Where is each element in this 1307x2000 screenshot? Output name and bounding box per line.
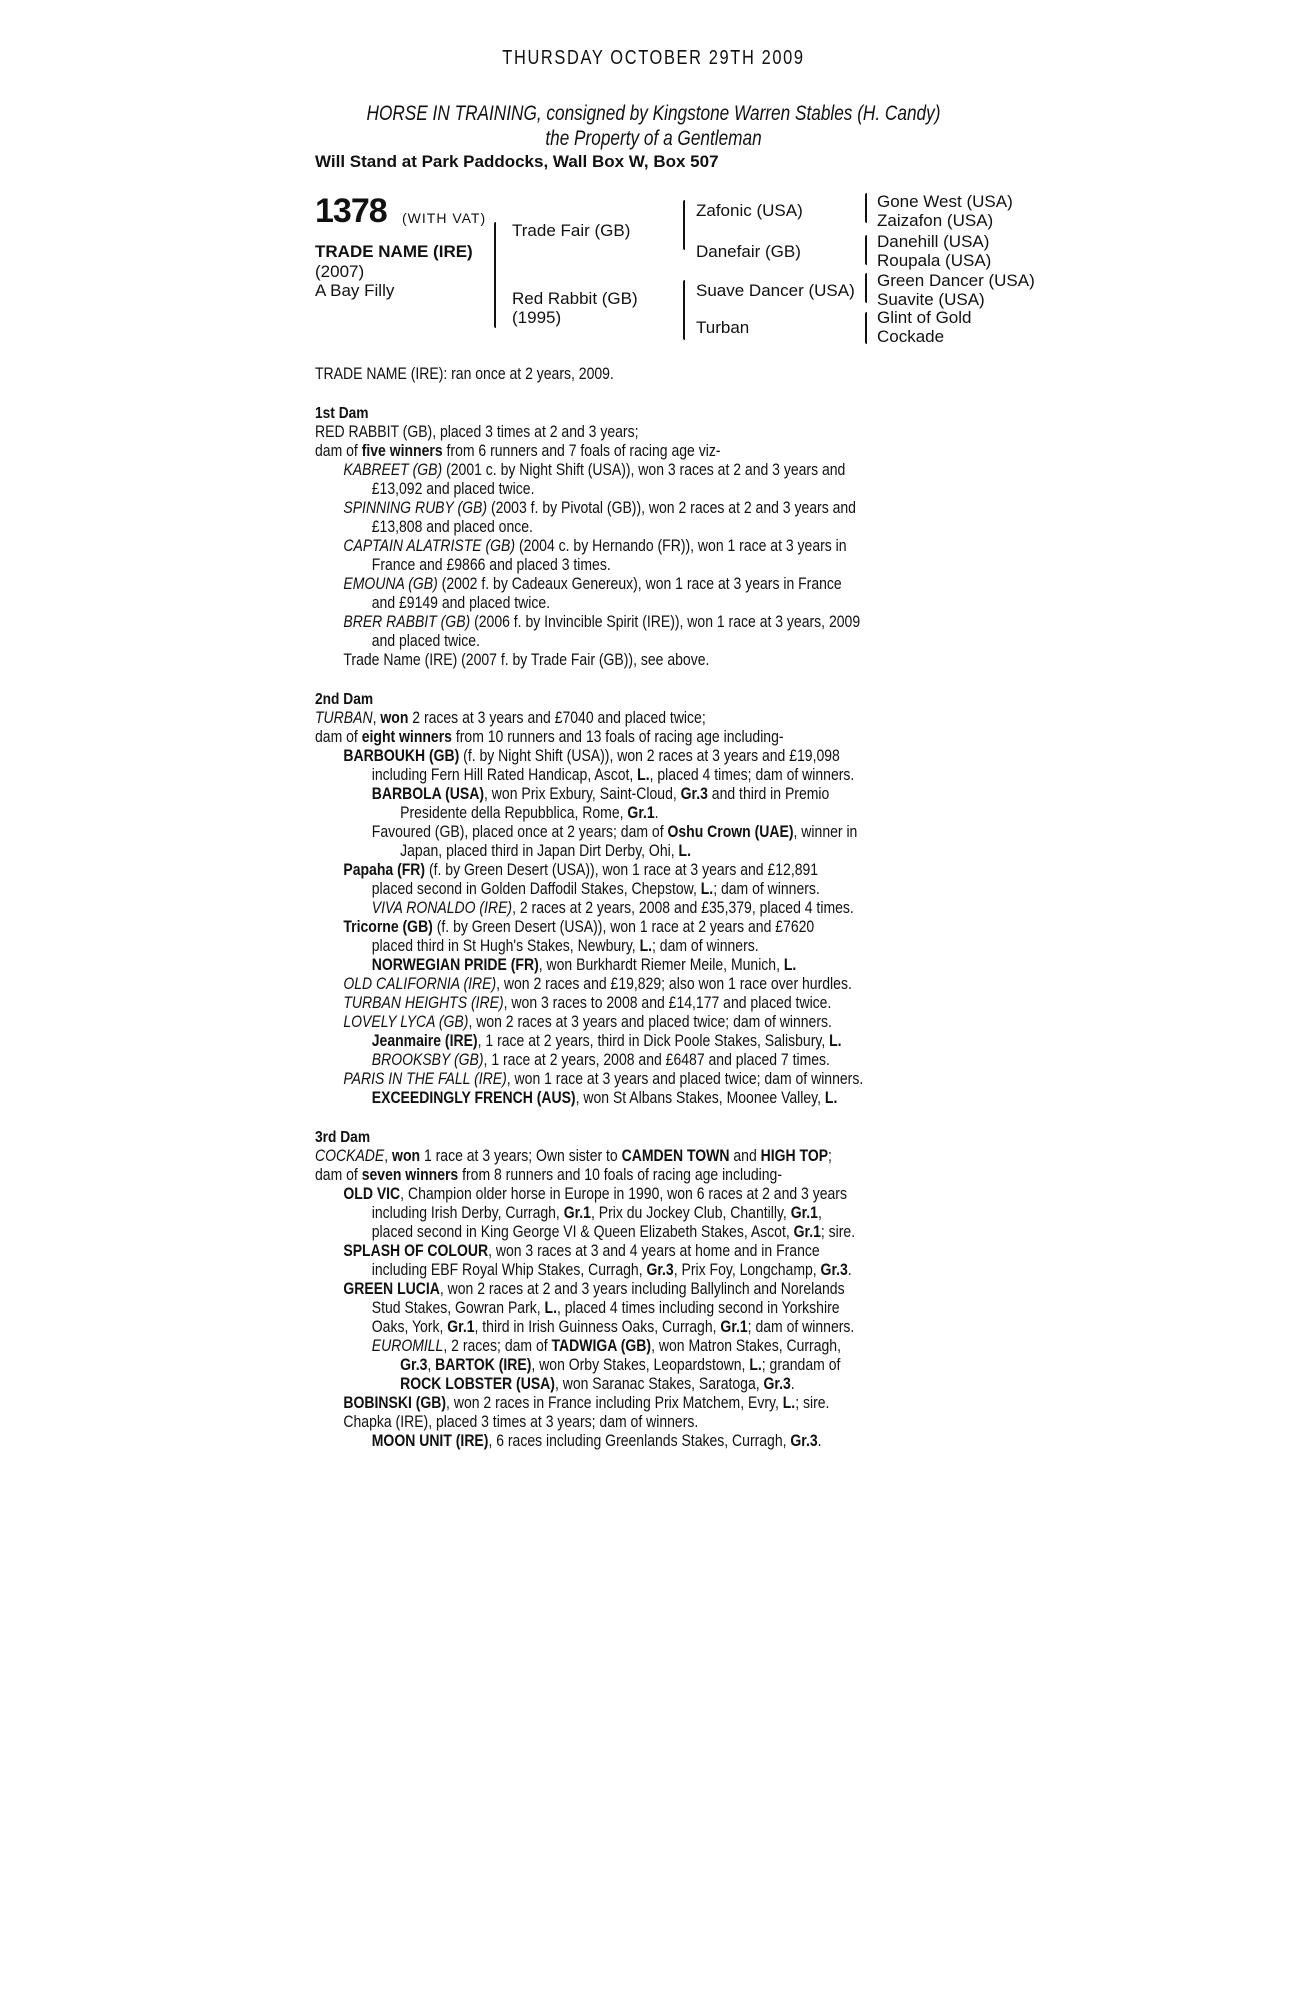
vat-note: (WITH VAT) [402,210,487,226]
produce-entry: EXCEEDINGLY FRENCH (AUS), won St Albans Stakes, Moonee Valley, L. [371,1089,838,1107]
produce-entry: placed second in King George VI & Queen Elizabeth Stakes, Ascot, Gr.1; sire. [371,1223,856,1241]
produce-entry: BROOKSBY (GB), 1 race at 2 years, 2008 and £6487 and placed 7 times. [371,1051,830,1069]
horse-year: (2007) [315,262,365,281]
produce-entry: placed third in St Hugh's Stakes, Newbury, L.; dam of winners. [371,937,759,955]
produce-entry: MOON UNIT (IRE), 6 races including Greenlands Stakes, Curragh, Gr.3. [371,1432,822,1450]
produce-entry: BRER RABBIT (GB) (2006 f. by Invincible Spirit (IRE)), won 1 race at 3 years, 2009 [343,613,861,631]
pedigree-brace [865,312,867,344]
produce-entry: GREEN LUCIA, won 2 races at 2 and 3 years including Ballylinch and Norelands [343,1280,845,1298]
third-dam-line: COCKADE, won 1 race at 3 years; Own sister to CAMDEN TOWN and HIGH TOP; [315,1147,832,1165]
first-dam-line: dam of five winners from 6 runners and 7 foals of racing age viz- [315,442,721,460]
race-summary: TRADE NAME (IRE): ran once at 2 years, 2009. [315,365,614,383]
second-dam-line: TURBAN, won 2 races at 3 years and £7040 and placed twice; [315,709,706,727]
horse-description: A Bay Filly [315,281,395,300]
third-dam-line: dam of seven winners from 8 runners and 10 foals of racing age including- [315,1166,783,1184]
property-heading: the Property of a Gentleman [545,127,762,150]
produce-entry: OLD CALIFORNIA (IRE), won 2 races and £19,829; also won 1 race over hurdles. [343,975,852,993]
lot-number: 1378 [315,192,387,230]
produce-entry: CAPTAIN ALATRISTE (GB) (2004 c. by Hernando (FR)), won 1 race at 3 years in [343,537,847,555]
produce-entry: EMOUNA (GB) (2002 f. by Cadeaux Genereux), won 1 race at 3 years in France [343,575,842,593]
produce-entry: including Irish Derby, Curragh, Gr.1, Prix du Jockey Club, Chantilly, Gr.1, [371,1204,822,1222]
second-dam-title: 2nd Dam [315,691,374,708]
pedigree-brace [494,222,496,328]
produce-entry: VIVA RONALDO (IRE), 2 races at 2 years, 2008 and £35,379, placed 4 times. [371,899,854,917]
produce-entry: Favoured (GB), placed once at 2 years; dam of Oshu Crown (UAE), winner in [371,823,858,841]
produce-entry: and £9149 and placed twice. [371,594,551,612]
pedigree-brace [683,280,685,340]
produce-entry: BOBINSKI (GB), won 2 races in France including Prix Matchem, Evry, L.; sire. [343,1394,830,1412]
produce-entry: EUROMILL, 2 races; dam of TADWIGA (GB), won Matron Stakes, Curragh, [371,1337,841,1355]
pedigree-dam: Red Rabbit (GB) [512,289,638,308]
pedigree-sire: Trade Fair (GB) [512,221,631,240]
pedigree-brace [683,200,685,250]
pedigree-brace [865,193,867,223]
first-dam-line: RED RABBIT (GB), placed 3 times at 2 and 3 years; [315,423,639,441]
pedigree-dsd: Suavite (USA) [877,290,985,309]
produce-entry: SPINNING RUBY (GB) (2003 f. by Pivotal (GB)), won 2 races at 2 and 3 years and [343,499,856,517]
produce-entry: BARBOLA (USA), won Prix Exbury, Saint-Cloud, Gr.3 and third in Premio [371,785,830,803]
produce-entry: PARIS IN THE FALL (IRE), won 1 race at 3 years and placed twice; dam of winners. [343,1070,864,1088]
pedigree-dam-year: (1995) [512,308,562,327]
produce-entry: LOVELY LYCA (GB), won 2 races at 3 years and placed twice; dam of winners. [343,1013,832,1031]
produce-entry: BARBOUKH (GB) (f. by Night Shift (USA)), won 2 races at 3 years and £19,098 [343,747,840,765]
produce-entry: Gr.3, BARTOK (IRE), won Orby Stakes, Leopardstown, L.; grandam of [400,1356,841,1374]
produce-entry: including EBF Royal Whip Stakes, Curragh, Gr.3, Prix Foy, Longchamp, Gr.3. [371,1261,852,1279]
pedigree-dss: Green Dancer (USA) [877,271,1035,290]
pedigree-ss: Zafonic (USA) [696,201,803,220]
first-dam-title: 1st Dam [315,405,369,422]
produce-entry: Papaha (FR) (f. by Green Desert (USA)), won 1 race at 3 years and £12,891 [343,861,819,879]
pedigree-dds: Glint of Gold [877,308,972,327]
pedigree-ds: Suave Dancer (USA) [696,281,855,300]
produce-entry: and placed twice. [371,632,480,650]
pedigree-sds: Danehill (USA) [877,232,990,251]
stand-location: Will Stand at Park Paddocks, Wall Box W, Box 507 [315,152,719,171]
produce-entry: Stud Stakes, Gowran Park, L., placed 4 times including second in Yorkshire [371,1299,840,1317]
horse-name: TRADE NAME (IRE) [315,242,473,261]
catalogue-body [315,365,1015,1451]
produce-entry: NORWEGIAN PRIDE (FR), won Burkhardt Riemer Meile, Munich, L. [371,956,797,974]
produce-entry: Trade Name (IRE) (2007 f. by Trade Fair (GB)), see above. [343,651,710,669]
produce-entry: KABREET (GB) (2001 c. by Night Shift (USA)), won 3 races at 2 and 3 years and [343,461,846,479]
produce-entry: ROCK LOBSTER (USA), won Saranac Stakes, Saratoga, Gr.3. [400,1375,795,1393]
produce-entry: Oaks, York, Gr.1, third in Irish Guinness Oaks, Curragh, Gr.1; dam of winners. [371,1318,855,1336]
third-dam-title: 3rd Dam [315,1129,371,1146]
produce-entry: Jeanmaire (IRE), 1 race at 2 years, third in Dick Poole Stakes, Salisbury, L. [371,1032,842,1050]
produce-entry: France and £9866 and placed 3 times. [371,556,611,574]
pedigree-brace [865,273,867,303]
pedigree-dd: Turban [696,318,750,337]
pedigree-sdd: Roupala (USA) [877,251,992,270]
produce-entry: TURBAN HEIGHTS (IRE), won 3 races to 2008 and £14,177 and placed twice. [343,994,832,1012]
produce-entry: Chapka (IRE), placed 3 times at 3 years; dam of winners. [343,1413,699,1431]
pedigree-brace [865,235,867,265]
produce-entry: Japan, placed third in Japan Dirt Derby, Ohi, L. [400,842,691,860]
produce-entry: OLD VIC, Champion older horse in Europe in 1990, won 6 races at 2 and 3 years [343,1185,847,1203]
produce-entry: £13,092 and placed twice. [371,480,535,498]
consignor-heading: HORSE IN TRAINING, consigned by Kingstone Warren Stables (H. Candy) [366,102,941,125]
produce-entry: placed second in Golden Daffodil Stakes, Chepstow, L.; dam of winners. [371,880,820,898]
second-dam-line: dam of eight winners from 10 runners and 13 foals of racing age including- [315,728,784,746]
pedigree-ddd: Cockade [877,327,945,346]
sale-date: THURSDAY OCTOBER 29TH 2009 [502,47,805,69]
pedigree-ssd: Zaizafon (USA) [877,211,994,230]
pedigree-sd: Danefair (GB) [696,242,801,261]
produce-entry: SPLASH OF COLOUR, won 3 races at 3 and 4 years at home and in France [343,1242,820,1260]
produce-entry: £13,808 and placed once. [371,518,533,536]
produce-entry: Presidente della Repubblica, Rome, Gr.1. [400,804,659,822]
produce-entry: Tricorne (GB) (f. by Green Desert (USA)), won 1 race at 2 years and £7620 [343,918,815,936]
produce-entry: including Fern Hill Rated Handicap, Ascot, L., placed 4 times; dam of winners. [371,766,855,784]
pedigree-sss: Gone West (USA) [877,192,1013,211]
